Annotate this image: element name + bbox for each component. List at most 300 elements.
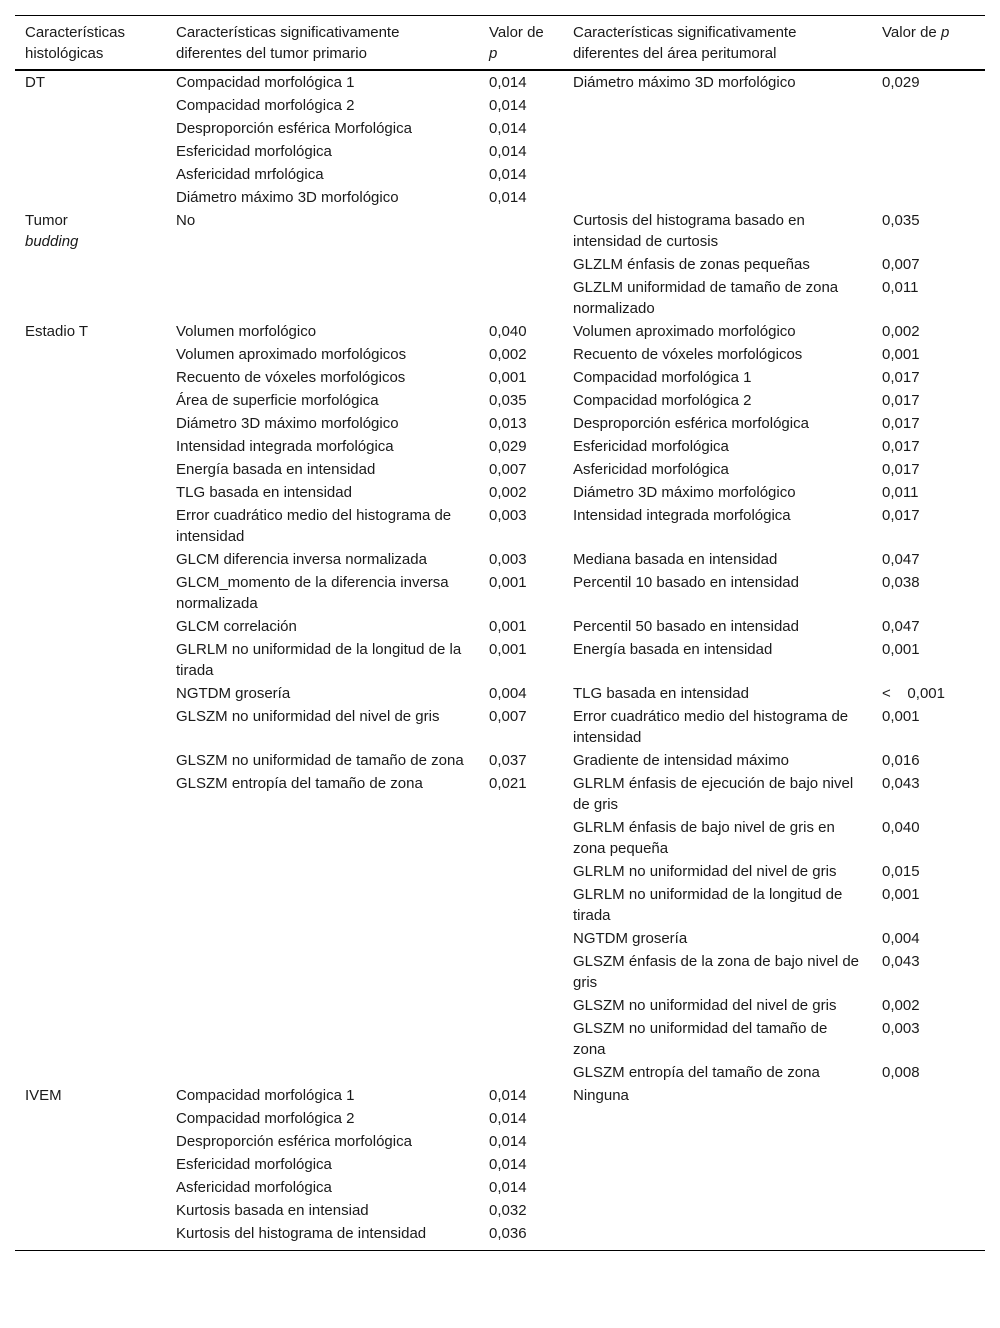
primary-feature-cell — [166, 504, 479, 548]
histological-cell-text: IVEM — [25, 1087, 62, 1104]
primary-pvalue-cell-text: 0,036 — [489, 1225, 527, 1242]
table-row — [15, 1153, 985, 1176]
peritumoral-feature-cell-text: Volumen aproximado morfológico — [573, 323, 796, 340]
peritumoral-feature-cell — [563, 504, 872, 548]
histological-cell — [15, 366, 166, 389]
peritumoral-feature-cell-text: Curtosis del histograma basado en intensidad de curtosis — [573, 212, 805, 250]
peritumoral-feature-cell-text: Diámetro máximo 3D morfológico — [573, 74, 796, 91]
primary-feature-cell — [166, 571, 479, 615]
peritumoral-feature-cell — [563, 1061, 872, 1084]
histological-cell-text: Estadio T — [25, 323, 89, 340]
peritumoral-pvalue-cell-text: 0,043 — [882, 775, 920, 792]
primary-feature-cell-text: Compacidad morfológica 2 — [176, 97, 355, 114]
histological-cell — [15, 749, 166, 772]
peritumoral-pvalue-cell-text: 0,007 — [882, 256, 920, 273]
peritumoral-feature-cell — [563, 458, 872, 481]
primary-feature-cell — [166, 94, 479, 117]
peritumoral-pvalue-cell — [872, 435, 985, 458]
primary-feature-cell — [166, 816, 479, 860]
peritumoral-feature-cell-text: Error cuadrático medio del histograma de intensidad — [573, 708, 849, 746]
peritumoral-pvalue-cell — [872, 571, 985, 615]
peritumoral-pvalue-cell-text: 0,011 — [882, 279, 919, 296]
table-row — [15, 682, 985, 705]
histological-cell — [15, 1199, 166, 1222]
peritumoral-pvalue-cell-text: 0,017 — [882, 461, 920, 478]
primary-feature-cell — [166, 140, 479, 163]
primary-feature-cell-text: Error cuadrático medio del histograma de intensidad — [176, 507, 452, 545]
histological-cell — [15, 816, 166, 860]
primary-pvalue-cell — [479, 117, 563, 140]
table-row — [15, 1061, 985, 1084]
peritumoral-pvalue-cell-text: 0,001 — [882, 346, 920, 363]
primary-feature-cell-text: Desproporción esférica Morfológica — [176, 120, 412, 137]
primary-pvalue-cell-text: 0,037 — [489, 752, 527, 769]
peritumoral-feature-cell-text: GLZLM uniformidad de tamaño de zona normalizado — [573, 279, 839, 317]
histological-cell-text: Tumor — [25, 212, 68, 229]
primary-feature-cell-text: Volumen aproximado morfológicos — [176, 346, 407, 363]
peritumoral-feature-cell — [563, 1017, 872, 1061]
table-row — [15, 504, 985, 548]
histological-cell — [15, 615, 166, 638]
primary-pvalue-cell — [479, 1153, 563, 1176]
peritumoral-feature-cell-text: TLG basada en intensidad — [573, 685, 749, 702]
primary-pvalue-cell — [479, 571, 563, 615]
histological-cell — [15, 320, 166, 343]
peritumoral-feature-cell-text: GLRLM énfasis de bajo nivel de gris en zona pequeña — [573, 819, 835, 857]
peritumoral-pvalue-cell — [872, 1222, 985, 1251]
primary-feature-cell-text: Kurtosis del histograma de intensidad — [176, 1225, 427, 1242]
primary-feature-cell-text: GLSZM no uniformidad del nivel de gris — [176, 708, 440, 725]
peritumoral-feature-cell-text: Compacidad morfológica 2 — [573, 392, 752, 409]
peritumoral-pvalue-cell-text: 0,035 — [882, 212, 920, 229]
peritumoral-feature-cell — [563, 1084, 872, 1107]
primary-pvalue-cell — [479, 320, 563, 343]
primary-pvalue-cell — [479, 140, 563, 163]
peritumoral-feature-cell-text: GLRLM no uniformidad de la longitud de tirada — [573, 886, 843, 924]
primary-pvalue-cell — [479, 548, 563, 571]
primary-pvalue-cell-text: 0,014 — [489, 189, 527, 206]
histological-cell — [15, 140, 166, 163]
primary-feature-cell — [166, 860, 479, 883]
primary-pvalue-cell — [479, 504, 563, 548]
peritumoral-pvalue-cell-text: 0,003 — [882, 1020, 920, 1037]
primary-feature-cell-text: TLG basada en intensidad — [176, 484, 352, 501]
peritumoral-pvalue-cell-text: 0,040 — [882, 819, 920, 836]
peritumoral-feature-cell — [563, 682, 872, 705]
table-row — [15, 320, 985, 343]
peritumoral-feature-cell-text: GLSZM entropía del tamaño de zona — [573, 1064, 820, 1081]
peritumoral-pvalue-cell-text: 0,015 — [882, 863, 920, 880]
peritumoral-pvalue-cell — [872, 615, 985, 638]
primary-pvalue-cell — [479, 163, 563, 186]
peritumoral-feature-cell — [563, 950, 872, 994]
primary-feature-cell-text: Diámetro 3D máximo morfológico — [176, 415, 399, 432]
primary-feature-cell — [166, 117, 479, 140]
peritumoral-pvalue-cell — [872, 389, 985, 412]
peritumoral-feature-cell-text: Recuento de vóxeles morfológicos — [573, 346, 803, 363]
primary-pvalue-cell — [479, 950, 563, 994]
peritumoral-feature-cell — [563, 435, 872, 458]
histological-cell — [15, 163, 166, 186]
peritumoral-feature-cell — [563, 366, 872, 389]
primary-feature-cell — [166, 1107, 479, 1130]
histological-cell — [15, 458, 166, 481]
histological-cell — [15, 772, 166, 816]
primary-feature-cell — [166, 186, 479, 209]
peritumoral-pvalue-cell — [872, 950, 985, 994]
primary-pvalue-cell — [479, 1107, 563, 1130]
primary-feature-cell-text: Recuento de vóxeles morfológicos — [176, 369, 406, 386]
table-row — [15, 1130, 985, 1153]
primary-feature-cell-text: Intensidad integrada morfológica — [176, 438, 394, 455]
peritumoral-pvalue-cell-text: 0,016 — [882, 752, 920, 769]
header-pvalue-prefix: Valor de — [489, 24, 544, 41]
primary-feature-cell-text: Compacidad morfológica 1 — [176, 74, 355, 91]
histological-cell — [15, 1061, 166, 1084]
table-row — [15, 705, 985, 749]
primary-feature-cell — [166, 1199, 479, 1222]
primary-feature-cell-text: No — [176, 212, 196, 229]
primary-pvalue-cell — [479, 70, 563, 94]
peritumoral-feature-cell — [563, 927, 872, 950]
peritumoral-feature-cell — [563, 412, 872, 435]
histological-cell — [15, 950, 166, 994]
peritumoral-feature-cell-text: Intensidad integrada morfológica — [573, 507, 791, 524]
peritumoral-feature-cell — [563, 883, 872, 927]
primary-pvalue-cell-text: 0,007 — [489, 461, 527, 478]
peritumoral-pvalue-cell-text: 0,017 — [882, 369, 920, 386]
peritumoral-feature-cell — [563, 1130, 872, 1153]
histological-cell — [15, 94, 166, 117]
histological-cell — [15, 1176, 166, 1199]
table-row — [15, 548, 985, 571]
peritumoral-pvalue-cell — [872, 163, 985, 186]
table-body — [15, 70, 985, 1251]
primary-feature-cell — [166, 682, 479, 705]
peritumoral-feature-cell — [563, 615, 872, 638]
histological-cell — [15, 1153, 166, 1176]
peritumoral-feature-cell-text: GLRLM no uniformidad del nivel de gris — [573, 863, 837, 880]
table-row — [15, 435, 985, 458]
peritumoral-pvalue-cell-text: 0,001 — [882, 886, 920, 903]
table-row — [15, 1176, 985, 1199]
peritumoral-pvalue-cell-text: 0,004 — [882, 930, 920, 947]
primary-feature-cell-text: GLSZM entropía del tamaño de zona — [176, 775, 423, 792]
table-row — [15, 253, 985, 276]
primary-pvalue-cell-text: 0,040 — [489, 323, 527, 340]
histological-cell — [15, 389, 166, 412]
primary-pvalue-cell-text: 0,021 — [489, 775, 527, 792]
primary-pvalue-cell-text: 0,014 — [489, 1179, 527, 1196]
table-row — [15, 140, 985, 163]
peritumoral-pvalue-cell — [872, 994, 985, 1017]
primary-feature-cell-text: Compacidad morfológica 2 — [176, 1110, 355, 1127]
peritumoral-pvalue-cell — [872, 70, 985, 94]
peritumoral-feature-cell — [563, 117, 872, 140]
histological-italic-text: budding — [25, 233, 79, 250]
table-row — [15, 458, 985, 481]
table-row — [15, 117, 985, 140]
histological-cell — [15, 1130, 166, 1153]
peritumoral-feature-cell — [563, 1107, 872, 1130]
primary-pvalue-cell — [479, 458, 563, 481]
primary-feature-cell — [166, 1176, 479, 1199]
peritumoral-feature-cell-text: Desproporción esférica morfológica — [573, 415, 809, 432]
table-row — [15, 927, 985, 950]
primary-feature-cell-text: Área de superficie morfológica — [176, 392, 379, 409]
primary-feature-cell — [166, 343, 479, 366]
header-pvalue-p: p — [940, 24, 950, 41]
peritumoral-pvalue-cell — [872, 927, 985, 950]
peritumoral-pvalue-cell — [872, 366, 985, 389]
primary-pvalue-cell — [479, 883, 563, 927]
peritumoral-feature-cell-text: Gradiente de intensidad máximo — [573, 752, 789, 769]
table-row — [15, 749, 985, 772]
table-row — [15, 276, 985, 320]
table-row — [15, 615, 985, 638]
table-row — [15, 163, 985, 186]
primary-feature-cell — [166, 548, 479, 571]
histological-cell — [15, 927, 166, 950]
primary-pvalue-cell-text: 0,032 — [489, 1202, 527, 1219]
primary-pvalue-cell — [479, 209, 563, 253]
primary-feature-cell — [166, 883, 479, 927]
peritumoral-feature-cell — [563, 816, 872, 860]
histological-cell — [15, 994, 166, 1017]
table-row — [15, 366, 985, 389]
peritumoral-feature-cell — [563, 140, 872, 163]
primary-pvalue-cell — [479, 772, 563, 816]
peritumoral-pvalue-cell — [872, 276, 985, 320]
peritumoral-feature-cell-text: GLSZM énfasis de la zona de bajo nivel de gris — [573, 953, 860, 991]
peritumoral-feature-cell — [563, 1176, 872, 1199]
peritumoral-pvalue-cell — [872, 140, 985, 163]
peritumoral-pvalue-cell — [872, 186, 985, 209]
primary-feature-cell — [166, 994, 479, 1017]
primary-pvalue-cell — [479, 412, 563, 435]
primary-pvalue-cell-text: 0,001 — [489, 618, 527, 635]
peritumoral-pvalue-cell — [872, 860, 985, 883]
table-row — [15, 412, 985, 435]
peritumoral-pvalue-cell-text: 0,029 — [882, 74, 920, 91]
peritumoral-feature-cell — [563, 1222, 872, 1251]
primary-feature-cell-text: NGTDM grosería — [176, 685, 291, 702]
primary-pvalue-cell — [479, 253, 563, 276]
peritumoral-feature-cell — [563, 548, 872, 571]
table-row — [15, 860, 985, 883]
primary-pvalue-cell-text: 0,035 — [489, 392, 527, 409]
table-row — [15, 70, 985, 94]
peritumoral-feature-cell — [563, 1199, 872, 1222]
table-row — [15, 1107, 985, 1130]
histological-cell — [15, 638, 166, 682]
peritumoral-pvalue-cell — [872, 1153, 985, 1176]
primary-pvalue-cell-text: 0,001 — [489, 641, 527, 658]
peritumoral-pvalue-cell — [872, 816, 985, 860]
peritumoral-pvalue-cell-text: 0,001 — [882, 708, 920, 725]
primary-feature-cell — [166, 70, 479, 94]
peritumoral-feature-cell — [563, 994, 872, 1017]
header-primary-features: Características significativamente diferentes del tumor primario — [166, 16, 479, 71]
peritumoral-feature-cell-text: GLSZM no uniformidad del nivel de gris — [573, 997, 837, 1014]
peritumoral-feature-cell-text: Asfericidad morfológica — [573, 461, 729, 478]
header-histological: Características histológicas — [15, 16, 166, 71]
table-header — [15, 16, 985, 71]
histological-cell — [15, 343, 166, 366]
table-row — [15, 343, 985, 366]
peritumoral-pvalue-cell — [872, 209, 985, 253]
primary-feature-cell — [166, 253, 479, 276]
peritumoral-feature-cell — [563, 320, 872, 343]
peritumoral-pvalue-cell-text: 0,017 — [882, 415, 920, 432]
primary-feature-cell — [166, 1084, 479, 1107]
header-pvalue-p: p — [489, 45, 498, 62]
peritumoral-pvalue-cell — [872, 458, 985, 481]
peritumoral-pvalue-cell-text: 0,017 — [882, 392, 920, 409]
primary-pvalue-cell — [479, 94, 563, 117]
peritumoral-pvalue-cell-text: 0,001 — [882, 641, 920, 658]
histological-cell — [15, 548, 166, 571]
primary-pvalue-cell — [479, 481, 563, 504]
table-row — [15, 772, 985, 816]
peritumoral-feature-cell — [563, 638, 872, 682]
peritumoral-pvalue-cell-text: 0,008 — [882, 1064, 920, 1081]
primary-pvalue-cell — [479, 1084, 563, 1107]
primary-feature-cell — [166, 1222, 479, 1251]
peritumoral-feature-cell — [563, 253, 872, 276]
histological-cell — [15, 186, 166, 209]
peritumoral-feature-cell — [563, 772, 872, 816]
table-row — [15, 481, 985, 504]
peritumoral-pvalue-cell-text: 0,002 — [882, 323, 920, 340]
primary-feature-cell — [166, 927, 479, 950]
peritumoral-pvalue-cell — [872, 412, 985, 435]
primary-feature-cell — [166, 705, 479, 749]
peritumoral-pvalue-cell-text: 0,047 — [882, 618, 920, 635]
primary-pvalue-cell-text: 0,014 — [489, 97, 527, 114]
primary-pvalue-cell-text: 0,029 — [489, 438, 527, 455]
peritumoral-pvalue-cell — [872, 253, 985, 276]
peritumoral-feature-cell — [563, 389, 872, 412]
primary-feature-cell-text: Compacidad morfológica 1 — [176, 1087, 355, 1104]
histological-cell — [15, 253, 166, 276]
peritumoral-feature-cell-text: GLSZM no uniformidad del tamaño de zona — [573, 1020, 828, 1058]
histological-cell — [15, 412, 166, 435]
peritumoral-pvalue-cell — [872, 548, 985, 571]
peritumoral-pvalue-cell — [872, 504, 985, 548]
table-row — [15, 883, 985, 927]
table-row — [15, 209, 985, 253]
primary-feature-cell — [166, 1130, 479, 1153]
peritumoral-pvalue-cell — [872, 1176, 985, 1199]
table-row — [15, 389, 985, 412]
header-pvalue-primary — [479, 16, 563, 71]
peritumoral-pvalue-cell — [872, 343, 985, 366]
histological-cell — [15, 70, 166, 94]
peritumoral-pvalue-cell — [872, 320, 985, 343]
table-row — [15, 1199, 985, 1222]
peritumoral-pvalue-cell — [872, 1199, 985, 1222]
peritumoral-feature-cell — [563, 1153, 872, 1176]
primary-feature-cell-text: Asfericidad morfológica — [176, 1179, 332, 1196]
primary-pvalue-cell-text: 0,014 — [489, 1156, 527, 1173]
peritumoral-feature-cell — [563, 481, 872, 504]
table-row — [15, 1222, 985, 1251]
primary-pvalue-cell-text: 0,004 — [489, 685, 527, 702]
peritumoral-pvalue-cell — [872, 94, 985, 117]
primary-feature-cell — [166, 366, 479, 389]
primary-pvalue-cell-text: 0,014 — [489, 143, 527, 160]
primary-pvalue-cell — [479, 615, 563, 638]
primary-feature-cell-text: Kurtosis basada en intensiad — [176, 1202, 369, 1219]
primary-pvalue-cell — [479, 816, 563, 860]
primary-feature-cell — [166, 638, 479, 682]
peritumoral-feature-cell — [563, 209, 872, 253]
primary-pvalue-cell — [479, 1061, 563, 1084]
peritumoral-feature-cell — [563, 276, 872, 320]
primary-pvalue-cell — [479, 682, 563, 705]
primary-feature-cell — [166, 435, 479, 458]
header-pvalue-prefix: Valor de — [882, 24, 941, 41]
primary-feature-cell-text: GLCM correlación — [176, 618, 297, 635]
primary-pvalue-cell — [479, 343, 563, 366]
peritumoral-feature-cell-text: Energía basada en intensidad — [573, 641, 773, 658]
histological-cell — [15, 481, 166, 504]
peritumoral-pvalue-cell — [872, 117, 985, 140]
primary-feature-cell — [166, 749, 479, 772]
primary-pvalue-cell-text: 0,014 — [489, 1110, 527, 1127]
primary-feature-cell — [166, 950, 479, 994]
peritumoral-feature-cell-text: GLZLM énfasis de zonas pequeñas — [573, 256, 810, 273]
peritumoral-pvalue-cell — [872, 749, 985, 772]
histological-cell — [15, 1107, 166, 1130]
table-row — [15, 571, 985, 615]
peritumoral-pvalue-cell — [872, 481, 985, 504]
histological-cell — [15, 682, 166, 705]
primary-pvalue-cell — [479, 994, 563, 1017]
primary-pvalue-cell — [479, 705, 563, 749]
table-row — [15, 1084, 985, 1107]
peritumoral-feature-cell-text: Diámetro 3D máximo morfológico — [573, 484, 796, 501]
peritumoral-pvalue-cell — [872, 1107, 985, 1130]
primary-pvalue-cell-text: 0,014 — [489, 1087, 527, 1104]
histological-cell — [15, 1017, 166, 1061]
peritumoral-pvalue-cell-text: 0,043 — [882, 953, 920, 970]
primary-pvalue-cell — [479, 276, 563, 320]
primary-feature-cell — [166, 772, 479, 816]
peritumoral-feature-cell-text: Percentil 50 basado en intensidad — [573, 618, 799, 635]
primary-pvalue-cell — [479, 927, 563, 950]
primary-pvalue-cell-text: 0,002 — [489, 346, 527, 363]
peritumoral-pvalue-cell — [872, 1061, 985, 1084]
peritumoral-pvalue-cell-text: < 0,001 — [882, 685, 945, 702]
primary-feature-cell-text: Volumen morfológico — [176, 323, 317, 340]
histological-cell — [15, 883, 166, 927]
table-row — [15, 638, 985, 682]
primary-pvalue-cell — [479, 389, 563, 412]
histological-cell-text: DT — [25, 74, 45, 91]
peritumoral-feature-cell — [563, 749, 872, 772]
peritumoral-pvalue-cell-text: 0,017 — [882, 507, 920, 524]
primary-feature-cell — [166, 615, 479, 638]
primary-pvalue-cell — [479, 1222, 563, 1251]
peritumoral-feature-cell-text: Compacidad morfológica 1 — [573, 369, 752, 386]
histological-cell — [15, 435, 166, 458]
histological-cell — [15, 1084, 166, 1107]
peritumoral-pvalue-cell — [872, 772, 985, 816]
primary-pvalue-cell — [479, 1130, 563, 1153]
peritumoral-feature-cell — [563, 343, 872, 366]
